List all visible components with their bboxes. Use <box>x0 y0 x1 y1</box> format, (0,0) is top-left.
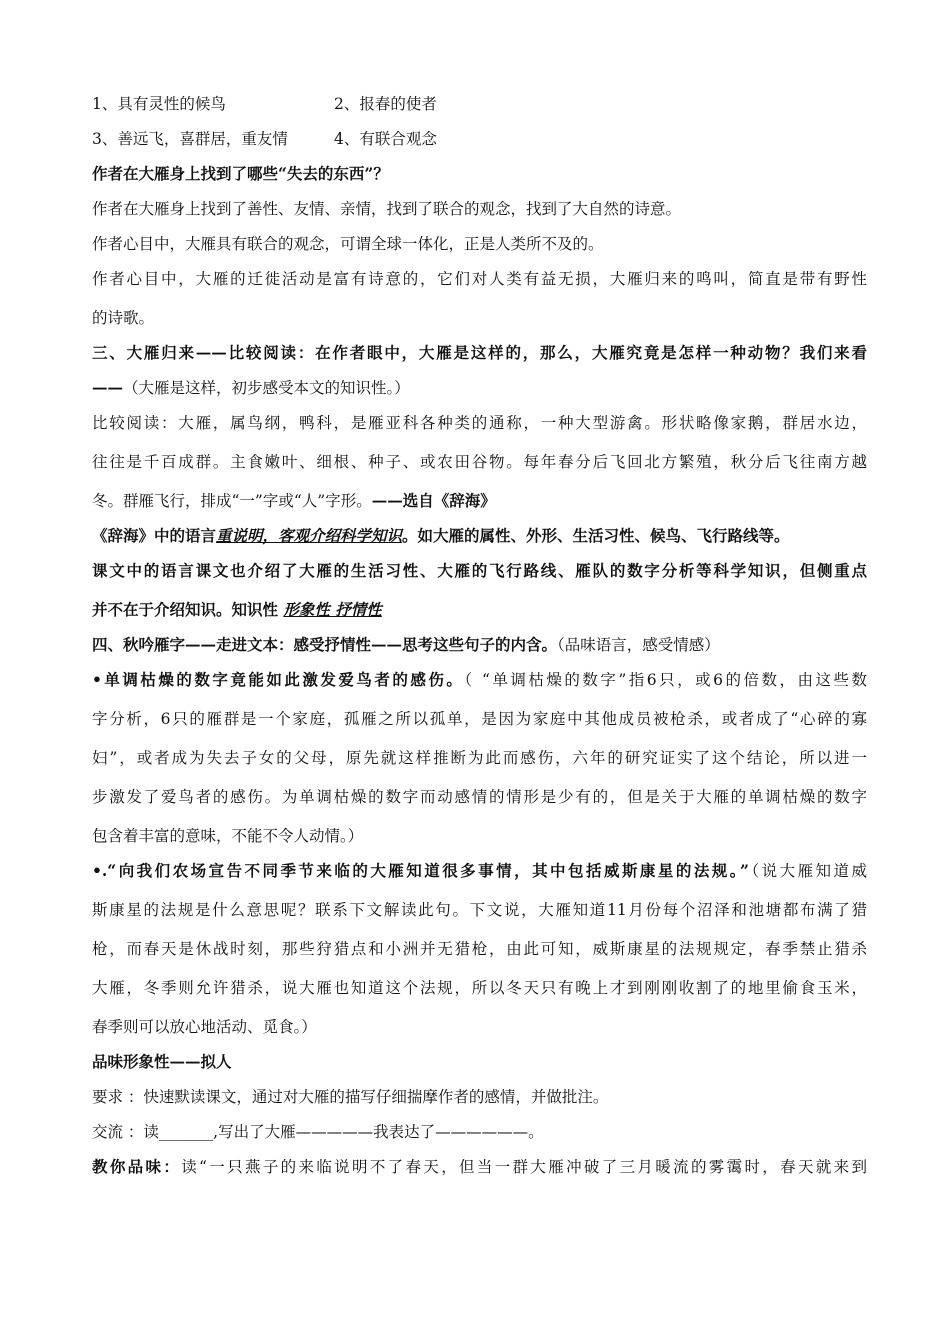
bullet-1-line-2: 字分析，6只的雁群是一个家庭，孤雁之所以孤单，是因为家庭中其他成员被枪杀，或者成了“心碎的寡 <box>92 710 867 728</box>
compare-line-3: 并不在于介绍知识。知识性 形象性 抒情性 <box>92 600 382 619</box>
paragraph-2: 作者心目中，大雁具有联合的观念，可谓全球一体化，正是人类所不及的。 <box>92 235 604 253</box>
document-page <box>92 93 867 1191</box>
list-row-1 <box>92 93 867 115</box>
taste-heading: 品味形象性——拟人 <box>92 1052 232 1071</box>
bullet-2-line-2: 斯康星的法规是什么意思呢？联系下文解读此句。下文说，大雁知道11月份每个沼泽和池塘都布满了猎 <box>92 901 867 919</box>
list-item-1: 1、具有灵性的候鸟 <box>92 95 226 113</box>
requirement-line: 要求 ：快速默读课文，通过对大雁的描写仔细揣摩作者的感情，并做批注。 <box>92 1088 609 1106</box>
paragraph-1: 作者在大雁身上找到了善性、友情、亲情，找到了联合的观念，找到了大自然的诗意。 <box>92 200 682 218</box>
bullet-1-line-1: •单调枯燥的数字竟能如此激发爱鸟者的感伤。（ “单调枯燥的数字”指6只，或6的倍数，由这些数 <box>92 670 867 689</box>
question-lost-things: 作者在大雁身上找到了哪些“失去的东西”？ <box>92 164 389 183</box>
teach-line: 教你品味：读“一只燕子的来临说明不了春天，但当一群大雁冲破了三月暖流的雾霭时，春天就来到 <box>92 1157 867 1176</box>
cihai-line-3: 冬。群雁飞行，排成“一”字或“人”字形。——选自《辞海》 <box>92 491 496 510</box>
compare-line-1: 《辞海》中的语言重说明，客观介绍科学知识。如大雁的属性、外形、生活习性、候鸟、飞行路线等。 <box>92 526 790 545</box>
bullet-2-line-3: 枪，而春天是休战时刻，那些狩猎点和小洲并无猎枪，由此可知，威斯康星的法规规定，春季禁止猎杀 <box>92 940 867 958</box>
exchange-line: 交流 ：读_______,写出了大雁—————我表达了——————。 <box>92 1123 544 1141</box>
compare-line-2: 课文中的语言课文也介绍了大雁的生活习性、大雁的飞行路线、雁队的数字分析等科学知识，但侧重点 <box>92 561 867 580</box>
cihai-line-1: 比较阅读：大雁，属鸟纲，鸭科，是雁亚科各种类的通称，一种大型游禽。形状略像家鹅，群居水边， <box>92 414 867 432</box>
cihai-line-2: 往往是千百成群。主食嫩叶、细根、种子、或农田谷物。每年春分后飞回北方繁殖，秋分后飞往南方越 <box>92 453 867 471</box>
section-4-heading: 四、秋吟雁字——走进文本：感受抒情性——思考这些句子的内含。（品味语言，感受情感） <box>92 635 720 654</box>
section-3-subline: ——（大雁是这样，初步感受本文的知识性。） <box>92 378 410 397</box>
bullet-1-line-3: 妇”，或者成为失去子女的父母，原先就这样推断为此而感伤，六年的研究证实了这个结论，所以进一 <box>92 749 867 767</box>
section-3-heading: 三、大雁归来——比较阅读：在作者眼中，大雁是这样的，那么，大雁究竟是怎样一种动物？我们来看 <box>92 343 867 362</box>
list-item-2: 2、报春的使者 <box>334 95 437 113</box>
bullet-2-line-4: 大雁，冬季则允许猎杀，说大雁也知道这个法规，所以冬天只有晚上才到刚刚收割了的地里偷食玉米， <box>92 979 867 997</box>
list-item-4: 4、有联合观念 <box>334 130 437 148</box>
bullet-2-line-5: 春季则可以放心地活动、觅食。） <box>92 1018 317 1036</box>
paragraph-3-line-2: 的诗歌。 <box>92 309 155 327</box>
paragraph-3-line-1: 作者心目中，大雁的迁徙活动是富有诗意的，它们对人类有益无损，大雁归来的鸣叫，简直是带有野性 <box>92 270 867 288</box>
bullet-1-line-5: 包含着丰富的意味，不能不令人动情。） <box>92 827 364 845</box>
list-item-3: 3、善远飞，喜群居，重友情 <box>92 130 288 148</box>
bullet-2-line-1: •.“向我们农场宣告不同季节来临的大雁知道很多事情，其中包括威斯康星的法规。”（说大雁知道威 <box>92 861 867 880</box>
bullet-1-line-4: 步激发了爱鸟者的感伤。为单调枯燥的数字而动感情的情形是少有的，但是关于大雁的单调枯燥的数字 <box>92 788 867 806</box>
list-row-2 <box>92 128 867 150</box>
